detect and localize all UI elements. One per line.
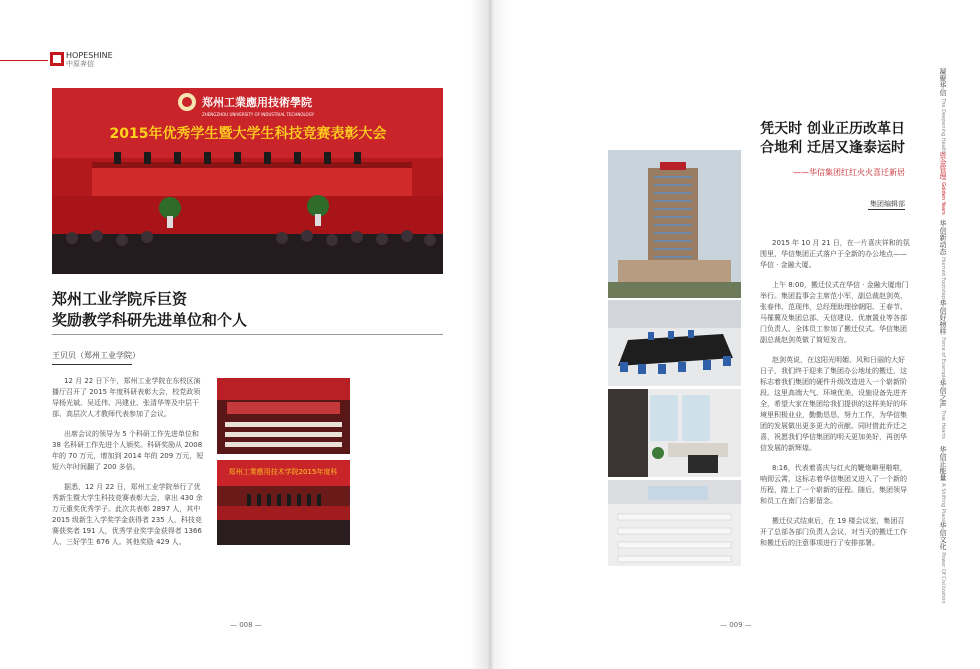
side-nav-item[interactable]: 华信新动态 Hurried Footsteps — [939, 220, 947, 302]
brand-logo-mark — [50, 52, 64, 66]
meeting-hall-illustration — [217, 378, 350, 454]
headline-line-1: 郑州工业学院斥巨资 — [52, 290, 188, 308]
banner-school-name-en: ZHENGZHOU UNIVERSITY OF INDUSTRIAL TECHNOLOGY — [202, 112, 315, 117]
office-building-photo — [608, 150, 741, 298]
training-room-illustration — [608, 480, 741, 566]
article-headline — [52, 289, 247, 331]
section-side-nav — [930, 60, 970, 620]
author-divider — [52, 364, 132, 365]
header-rule — [0, 60, 48, 61]
page-number: — 009 — — [720, 621, 752, 629]
right-article-title — [760, 120, 905, 158]
award-ceremony-illustration — [52, 88, 443, 274]
side-nav-item[interactable]: 华信文化 Power Of Civilization — [939, 522, 947, 604]
right-article-department: 集团编辑部 — [870, 200, 905, 208]
page-number: — 008 — — [230, 621, 262, 629]
paragraph: 12 月 22 日下午，郑州工业学院在东校区演播厅召开了 2015 年度科研表彰大会，校党政领导杨光斌、吴廷伟、冯建业、张清华等及中层干部、高层次人才教师代表参加了会议。 — [52, 377, 201, 418]
meeting-hall-photo — [217, 378, 350, 454]
award-stage-illustration — [217, 460, 350, 545]
right-article-body — [760, 238, 910, 558]
side-nav-item[interactable]: 凝聚华信 The Deepening Health — [939, 68, 947, 155]
training-room-photo — [608, 480, 741, 566]
paragraph: 搬迁仪式结束后，在 19 楼会议室，集团召开了总部各部门负责人会议，对当天的搬迁工作和搬迁后的注意事项进行了安排部署。 — [760, 517, 907, 547]
title-line-1: 凭天时 创业正历改革日 — [760, 121, 905, 137]
paragraph: 8:16，代表着喜庆与红火的鞭炮噼里啪啦，响彻云霄，这标志着华信集团又进入了一个新的历程，踏上了一个崭新的征程。随后，集团领导和员工在南门合影留念。 — [760, 464, 907, 505]
brand-logo — [66, 51, 113, 69]
paragraph: 据悉，12 月 22 日，郑州工业学院举行了优秀新生暨大学生科技竞赛表彰大会，拿出 430 余万元重奖优秀学子。此次共表彰 2897 人，其中 2015 级新生入学奖学金获得者 235 人，科技竞赛获奖者 191 人，优秀学业奖学金获得者 1366 人、三好学生 676 人。其他奖励 429 人。 — [52, 483, 203, 546]
banner-event-title: 2015年优秀学生暨大学生科技竞赛表彰大会 — [109, 126, 387, 142]
department-divider — [868, 209, 905, 210]
title-line-2: 合地利 迁居又逢泰运时 — [760, 140, 905, 156]
boardroom-illustration — [608, 300, 741, 386]
award-stage-photo — [217, 460, 350, 545]
stage-banner-text: 郑州工業應用技术学院2015年度科 — [228, 468, 338, 476]
left-article-body — [52, 376, 204, 557]
office-building-illustration — [608, 150, 741, 298]
office-interior-illustration — [608, 389, 741, 477]
side-nav-item[interactable]: 华信好榜样 Force of Example — [939, 300, 947, 381]
side-nav-item[interactable]: 华信之声 True Hearts — [939, 380, 947, 439]
brand-name-cn: 中原奔信 — [66, 60, 94, 68]
paragraph: 赵剑英说，在这阳光明媚、风和日丽的大好日子，我们终于迎来了集团办公地址的搬迁，这标志着我们集团的硬件升级改造进入一个崭新阶段。这里高端大气、环境优美、设施设备先进齐全，希望大家在集团给我们提供的这样美好的环境里积极业业，勤勤恳恳，努力工作，为华信集团的发展做出更多更大的贡献。同时借此乔迁之喜，祝愿我们华信集团的明天更加美好，再创华信发展的新辉煌。 — [760, 356, 907, 452]
paragraph: 出席会议的领导为 5 个科研工作先进单位和 38 名科研工作先进个人颁奖。科研奖励从 2008 年的 70 万元，增加到 2014 年的 209 万元，短短六年时间翻了 200 多倍。 — [52, 430, 204, 471]
banner-school-name: 郑州工業應用技術學院 — [202, 96, 312, 109]
paragraph: 2015 年 10 月 21 日，在一片喜庆祥和的氛围里，华信集团正式落户于全新的办公地点——华信 · 金融大厦。 — [760, 239, 910, 269]
award-ceremony-photo — [52, 88, 443, 274]
office-interior-photo — [608, 389, 741, 477]
article-author: 王贝贝（郑州工业学院） — [52, 351, 140, 360]
boardroom-photo — [608, 300, 741, 386]
right-article-subtitle: ——华信集团红红火火喜迁新居 — [793, 168, 905, 177]
side-nav-item-active[interactable]: 资金管理 Golden Years — [939, 152, 947, 215]
paragraph: 上午 8:00，搬迁仪式在华信 · 金融大厦南门举行。集团监事会主席范小军，副总裁赵剑英、张春伟、范现伟，总经理助理徐朝阳、王春节、马罹冀及集团总部、天信建设、优康置业等各部门负责人、全体员工参加了搬迁仪式。华信集团副总裁赵剑英做了简短发言。 — [760, 281, 909, 344]
side-nav-item[interactable]: 华信正能量 A Shifting Place — [939, 446, 947, 523]
headline-divider — [52, 334, 443, 335]
brand-name: HOPESHINE — [66, 51, 113, 60]
headline-line-2: 奖励教学科研先进单位和个人 — [52, 311, 248, 329]
